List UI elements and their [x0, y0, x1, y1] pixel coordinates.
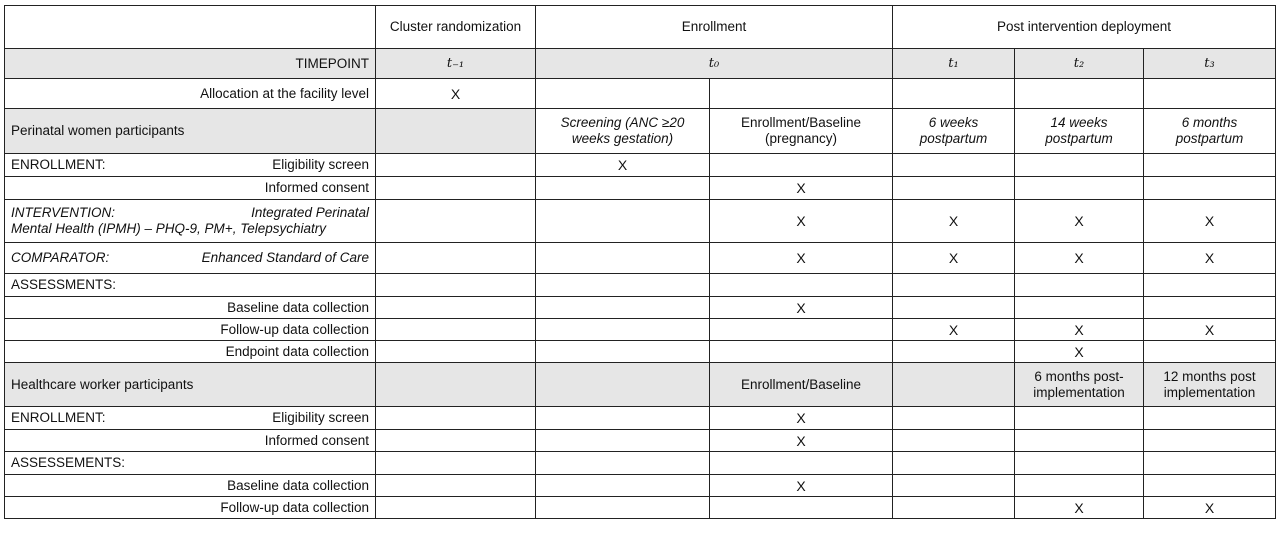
hcw-consent-label: Informed consent [5, 430, 376, 452]
empty-cell [1015, 154, 1144, 177]
empty-cell [536, 274, 710, 297]
hcw-assessments-row [5, 452, 1276, 475]
intervention-label: INTERVENTION: [11, 205, 116, 220]
empty-cell [536, 341, 710, 363]
empty-cell [376, 363, 536, 407]
mark-cell: X [893, 243, 1015, 274]
consent-label: Informed consent [5, 177, 376, 200]
empty-cell [376, 109, 536, 154]
empty-cell [376, 297, 536, 319]
empty-cell [536, 407, 710, 430]
hcw-baseline-label: Baseline data collection [5, 475, 376, 497]
hcw-eligibility-row [5, 407, 1276, 430]
mark-cell: X [536, 154, 710, 177]
empty-cell [376, 341, 536, 363]
empty-cell [1015, 297, 1144, 319]
baseline-label: Baseline data collection [5, 297, 376, 319]
intervention-name-b: Mental Health (IPMH) – PHQ-9, PM+, Telepsychiatry [11, 221, 326, 236]
followup-label: Follow-up data collection [5, 319, 376, 341]
header-enrollment: Enrollment [536, 6, 893, 49]
empty-cell [536, 79, 710, 109]
enrollment-label: ENROLLMENT: [11, 157, 106, 172]
timepoint-t1: t₁ [893, 49, 1015, 79]
women-section-row [5, 109, 1276, 154]
empty-cell [893, 363, 1015, 407]
empty-cell [536, 297, 710, 319]
mark-cell: X [1015, 319, 1144, 341]
timepoint-t-minus1: t₋₁ [376, 49, 536, 79]
women-followup-row [5, 319, 1276, 341]
women-enroll-baseline-header: Enrollment/Baseline (pregnancy) [710, 109, 893, 154]
empty-cell [376, 497, 536, 519]
header-empty-cell [5, 6, 376, 49]
comparator-name: Enhanced Standard of Care [201, 250, 369, 265]
spirit-schedule-table [4, 5, 1276, 519]
mark-cell: X [1015, 243, 1144, 274]
empty-cell [893, 430, 1015, 452]
women-baseline-row [5, 297, 1276, 319]
empty-cell [893, 452, 1015, 475]
empty-cell [1015, 475, 1144, 497]
empty-cell [536, 177, 710, 200]
empty-cell [536, 319, 710, 341]
empty-cell [893, 341, 1015, 363]
timepoint-label: TIMEPOINT [5, 49, 376, 79]
hcw-baseline-row [5, 475, 1276, 497]
empty-cell [893, 475, 1015, 497]
women-intervention-row [5, 200, 1276, 243]
empty-cell [710, 319, 893, 341]
empty-cell [1144, 297, 1276, 319]
timepoint-t0: t₀ [536, 49, 893, 79]
mark-cell: X [710, 243, 893, 274]
empty-cell [1015, 177, 1144, 200]
empty-cell [893, 297, 1015, 319]
empty-cell [1144, 452, 1276, 475]
women-endpoint-row [5, 341, 1276, 363]
intervention-name-a: Integrated Perinatal [251, 205, 369, 220]
mark-cell: X [1015, 200, 1144, 243]
allocation-label: Allocation at the facility level [5, 79, 376, 109]
mark-cell: X [1144, 243, 1276, 274]
hcw-followup-label: Follow-up data collection [5, 497, 376, 519]
timepoint-t2: t₂ [1015, 49, 1144, 79]
women-eligibility-cell [5, 154, 376, 177]
empty-cell [376, 243, 536, 274]
empty-cell [1144, 341, 1276, 363]
hcw-12-months-header: 12 months post implementation [1144, 363, 1276, 407]
endpoint-label: Endpoint data collection [5, 341, 376, 363]
hcw-6-months-header: 6 months post-implementation [1015, 363, 1144, 407]
women-14-weeks-header: 14 weeks postpartum [1015, 109, 1144, 154]
timepoint-row [5, 49, 1276, 79]
empty-cell [536, 452, 710, 475]
empty-cell [1015, 79, 1144, 109]
empty-cell [536, 430, 710, 452]
empty-cell [376, 274, 536, 297]
empty-cell [1144, 177, 1276, 200]
allocation-mark: X [376, 79, 536, 109]
assessments-label: ASSESSMENTS: [5, 274, 376, 297]
empty-cell [376, 475, 536, 497]
mark-cell: X [710, 430, 893, 452]
women-6-weeks-header: 6 weeks postpartum [893, 109, 1015, 154]
women-6-months-header: 6 months postpartum [1144, 109, 1276, 154]
mark-cell: X [1015, 341, 1144, 363]
women-assessments-row [5, 274, 1276, 297]
hcw-eligibility-label: Eligibility screen [272, 410, 369, 425]
mark-cell: X [710, 200, 893, 243]
hcw-consent-row [5, 430, 1276, 452]
mark-cell: X [1015, 497, 1144, 519]
header-cluster-randomization: Cluster randomization [376, 6, 536, 49]
header-row [5, 6, 1276, 49]
hcw-followup-row [5, 497, 1276, 519]
hcw-section-title: Healthcare worker participants [5, 363, 376, 407]
empty-cell [536, 363, 710, 407]
comparator-cell [5, 243, 376, 274]
empty-cell [1144, 274, 1276, 297]
header-post-intervention: Post intervention deployment [893, 6, 1276, 49]
mark-cell: X [1144, 319, 1276, 341]
allocation-row [5, 79, 1276, 109]
hcw-enroll-baseline-header: Enrollment/Baseline [710, 363, 893, 407]
mark-cell: X [710, 177, 893, 200]
empty-cell [710, 274, 893, 297]
empty-cell [710, 452, 893, 475]
empty-cell [376, 407, 536, 430]
empty-cell [1144, 154, 1276, 177]
empty-cell [376, 430, 536, 452]
empty-cell [1144, 430, 1276, 452]
empty-cell [710, 341, 893, 363]
empty-cell [376, 452, 536, 475]
mark-cell: X [1144, 200, 1276, 243]
comparator-label: COMPARATOR: [11, 250, 110, 265]
women-comparator-row [5, 243, 1276, 274]
mark-cell: X [710, 407, 893, 430]
empty-cell [710, 497, 893, 519]
empty-cell [710, 79, 893, 109]
empty-cell [1015, 274, 1144, 297]
mark-cell: X [893, 200, 1015, 243]
hcw-assessments-label: ASSESSEMENTS: [5, 452, 376, 475]
empty-cell [1144, 475, 1276, 497]
empty-cell [536, 475, 710, 497]
empty-cell [893, 497, 1015, 519]
empty-cell [536, 243, 710, 274]
mark-cell: X [1144, 497, 1276, 519]
empty-cell [376, 154, 536, 177]
empty-cell [893, 407, 1015, 430]
empty-cell [376, 200, 536, 243]
women-section-title: Perinatal women participants [5, 109, 376, 154]
empty-cell [536, 497, 710, 519]
empty-cell [536, 200, 710, 243]
empty-cell [1015, 452, 1144, 475]
timepoint-t3: t₃ [1144, 49, 1276, 79]
eligibility-label: Eligibility screen [272, 157, 369, 172]
empty-cell [1015, 407, 1144, 430]
empty-cell [376, 319, 536, 341]
empty-cell [893, 154, 1015, 177]
empty-cell [1015, 430, 1144, 452]
empty-cell [893, 79, 1015, 109]
empty-cell [1144, 79, 1276, 109]
mark-cell: X [893, 319, 1015, 341]
mark-cell: X [710, 297, 893, 319]
mark-cell: X [710, 475, 893, 497]
women-consent-row [5, 177, 1276, 200]
hcw-section-row [5, 363, 1276, 407]
hcw-eligibility-cell [5, 407, 376, 430]
empty-cell [376, 177, 536, 200]
empty-cell [1144, 407, 1276, 430]
empty-cell [710, 154, 893, 177]
intervention-cell [5, 200, 376, 243]
women-eligibility-row [5, 154, 1276, 177]
hcw-enrollment-label: ENROLLMENT: [11, 410, 106, 425]
empty-cell [893, 177, 1015, 200]
empty-cell [893, 274, 1015, 297]
women-screening-header: Screening (ANC ≥20 weeks gestation) [536, 109, 710, 154]
